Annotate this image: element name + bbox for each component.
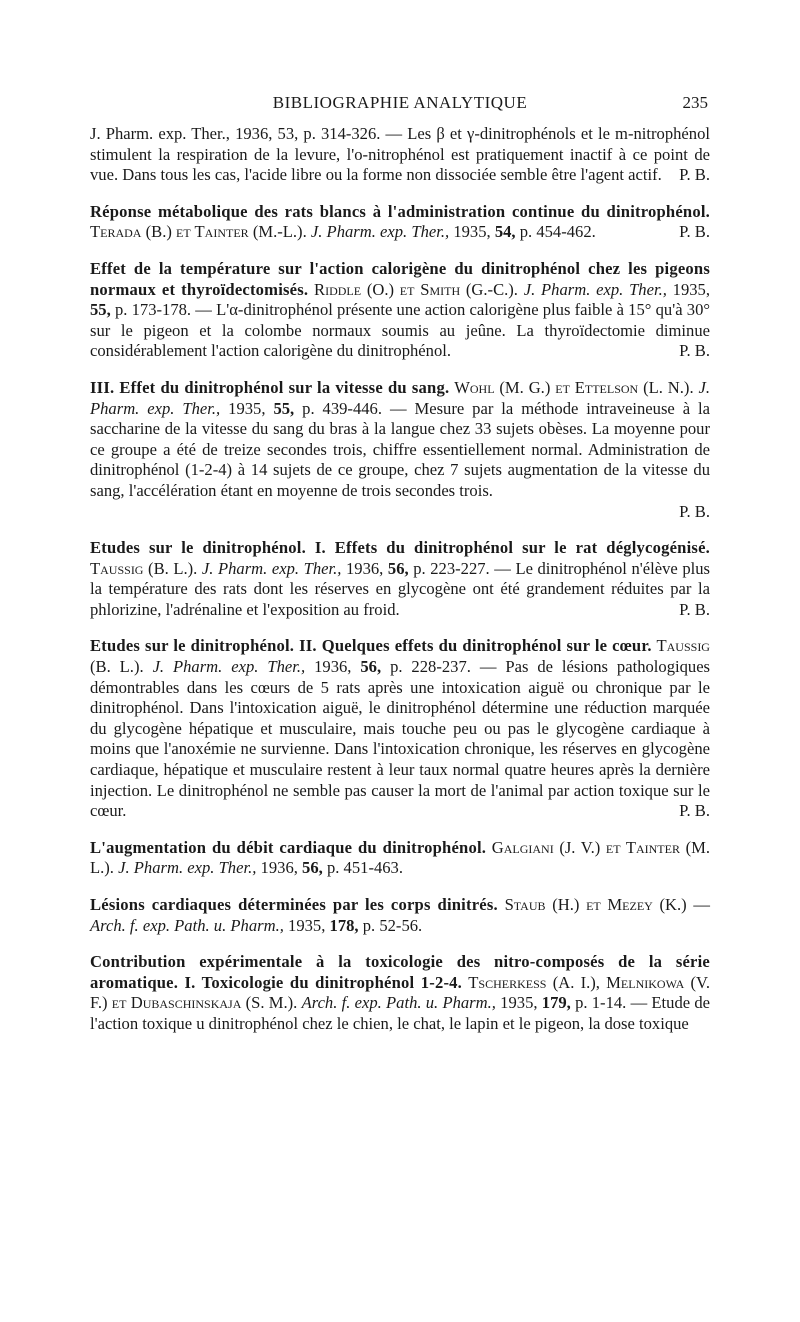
entry-title: Effet de la température sur l'action calorigène du dinitrophénol chez les pigeons normaux et thyroïdectomisés.	[90, 258, 710, 299]
entry-pages: p. 173-178.	[114, 300, 192, 320]
entry-year: 1935,	[453, 222, 491, 242]
entry-journal: J. Pharm. exp. Ther.,	[523, 279, 667, 299]
entry-abstract: — Le dinitrophénol n'élève plus la température des rats dont les réserves en glycogène ont été grandement réduites par la phlorizine, l'adrénaline et l'exposition au froid.	[90, 558, 710, 619]
entry-title: L'augmentation du débit cardiaque du dinitrophénol.	[90, 837, 487, 857]
entry-title: Contribution expérimentale à la toxicologie des nitro-composés de la série aromatique. I. Toxicologie du dinitrophénol 1-2-4.	[90, 952, 710, 992]
entry-year: 1935,	[500, 993, 538, 1013]
entry-authors: Galgiani (J. V.) et Tainter (M. L.).	[90, 837, 710, 878]
entry-authors: Staub (H.) et Mezey (K.) —	[504, 895, 710, 914]
continuation-text: J. Pharm. exp. Ther., 1936, 53, p. 314-326. — Les β et γ-dinitrophénols et le m-nitrophénol stimulent la respiration de la levure, l'o-nitrophénol est pratiquement inactif à ce point de vue. Dans tous les cas, l'acide libre ou la forme non dissociée semble être l'agent actif.	[90, 124, 710, 185]
entry-abstract: — Etude de l'action toxique u dinitrophénol chez le chien, le chat, le lapin et le pigeon, la dose toxique	[90, 993, 711, 1033]
running-header	[92, 93, 708, 117]
entry-year: 1935,	[228, 398, 266, 418]
entry-title: Lésions cardiaques déterminées par les corps dinitrés.	[90, 895, 498, 914]
entry-volume: 178,	[329, 915, 359, 935]
entry-signature: P. B.	[679, 801, 710, 821]
entry-year: 1935,	[672, 279, 710, 299]
entry-pages: p. 223-227.	[413, 558, 490, 578]
entry-pages: p. 454-462.	[519, 222, 596, 242]
entry-year: 1936,	[345, 558, 384, 578]
entry-signature: P. B.	[679, 165, 710, 185]
bibliography-entry	[90, 378, 710, 522]
entry-abstract: — L'α-dinitrophénol présente une action calorigène plus faible à 15° qu'à 30° sur le pigeon et la colombe normaux soumis au jeûne. La thyroïdectomie diminue considérablement l'action calorigène du dinitrophénol.	[90, 300, 710, 361]
entry-pages: p. 439-446.	[302, 398, 382, 418]
entry-title: Etudes sur le dinitrophénol. II. Quelques effets du dinitrophénol sur le cœur.	[90, 636, 652, 656]
entry-authors: Wohl (M. G.) et Ettelson (L. N.).	[454, 377, 694, 397]
entry-journal: Arch. f. exp. Path. u. Pharm.,	[301, 993, 496, 1013]
entry-volume: 54,	[494, 222, 516, 242]
entry-authors: Taussig (B. L.).	[90, 636, 710, 677]
bibliography-entry	[90, 259, 710, 362]
bibliography-entry	[90, 838, 710, 879]
entry-title: Etudes sur le dinitrophénol. I. Effets du dinitrophénol sur le rat déglycogénisé.	[90, 538, 710, 558]
entry-signature: P. B.	[679, 599, 710, 619]
entry-signature: P. B.	[679, 222, 710, 242]
entry-authors: Taussig (B. L.).	[90, 558, 198, 578]
entry-continuation-text	[90, 124, 710, 186]
entry-year: 1936,	[314, 657, 352, 677]
entry-volume: 55,	[273, 398, 295, 418]
entry-journal: J. Pharm. exp. Ther.,	[90, 377, 710, 418]
header-title: BIBLIOGRAPHIE ANALYTIQUE	[272, 93, 528, 112]
entry-journal: J. Pharm. exp. Ther.,	[201, 558, 342, 578]
entry-authors: Riddle (O.) et Smith (G.-C.).	[314, 279, 518, 299]
entry-journal: J. Pharm. exp. Ther.,	[310, 222, 450, 242]
entry-signature: P. B.	[679, 341, 710, 361]
entry-volume: 55,	[90, 300, 111, 320]
entry-abstract: — Pas de lésions pathologiques démontrables dans les cœurs de 5 rats après une intoxication aiguë ou chronique par le dinitrophénol. Dans l'intoxication aiguë, le dinitrophénol détermine une réduction marquée du glycogène hépatique et musculaire, mais touche peu ou pas le glycogène cardiaque à moins que l'anoxémie ne survienne. Dans l'intoxication chronique, les réserves en glycogène cardiaque, hépatique et musculaire restent à leur taux normal quatre heures après la dernière injection. Le dinitrophénol ne semble pas causer la mort de l'animal par action toxique sur le cœur.	[90, 657, 711, 821]
entry-pages: p. 228-237.	[390, 657, 471, 677]
entry-volume: 56,	[387, 558, 409, 578]
page-number: 235	[682, 93, 708, 112]
bibliography-entry	[90, 124, 710, 186]
entry-volume: 179,	[541, 993, 571, 1013]
bibliography-entry	[90, 636, 710, 821]
entry-pages: p. 451-463.	[326, 858, 404, 878]
bibliography-entry	[90, 202, 710, 243]
entry-authors: Tscherkess (A. I.), Melnikowa (V. F.) et Dubaschinskaja (S. M.).	[90, 972, 710, 1013]
entry-year: 1935,	[288, 915, 326, 935]
entry-volume: 56,	[302, 858, 323, 878]
entry-pages: p. 52-56.	[362, 915, 423, 935]
entry-journal: J. Pharm. exp. Ther.,	[152, 657, 306, 677]
bibliography-entry	[90, 895, 710, 936]
article-body	[90, 124, 710, 1051]
bibliography-entry	[90, 952, 710, 1034]
entry-authors: Terada (B.) et Tainter (M.-L.).	[90, 222, 307, 242]
entry-journal: J. Pharm. exp. Ther.,	[118, 858, 257, 878]
entry-title: III. Effet du dinitrophénol sur la vitesse du sang.	[90, 377, 450, 397]
entry-title: Réponse métabolique des rats blancs à l'administration continue du dinitrophénol.	[90, 201, 710, 221]
bibliography-entry	[90, 538, 710, 620]
entry-volume: 56,	[360, 657, 382, 677]
entry-abstract: — Mesure par la méthode intraveineuse à la saccharine de la vitesse du sang du bras à la langue chez 33 sujets obèses. La moyenne pour ce groupe a été de treize secondes trois, chiffre essentiellement normal. Administration de dinitrophénol (1-2-4) à 14 sujets de ce groupe, chez 7 sujets augmentation de la vitesse du sang, l'accélération étant en moyenne de trois secondes trois.	[90, 398, 710, 500]
entry-journal: Arch. f. exp. Path. u. Pharm.,	[90, 915, 284, 935]
entry-year: 1936,	[260, 858, 298, 878]
entry-signature: P. B.	[679, 501, 710, 521]
entry-pages: p. 1-14.	[575, 993, 627, 1013]
